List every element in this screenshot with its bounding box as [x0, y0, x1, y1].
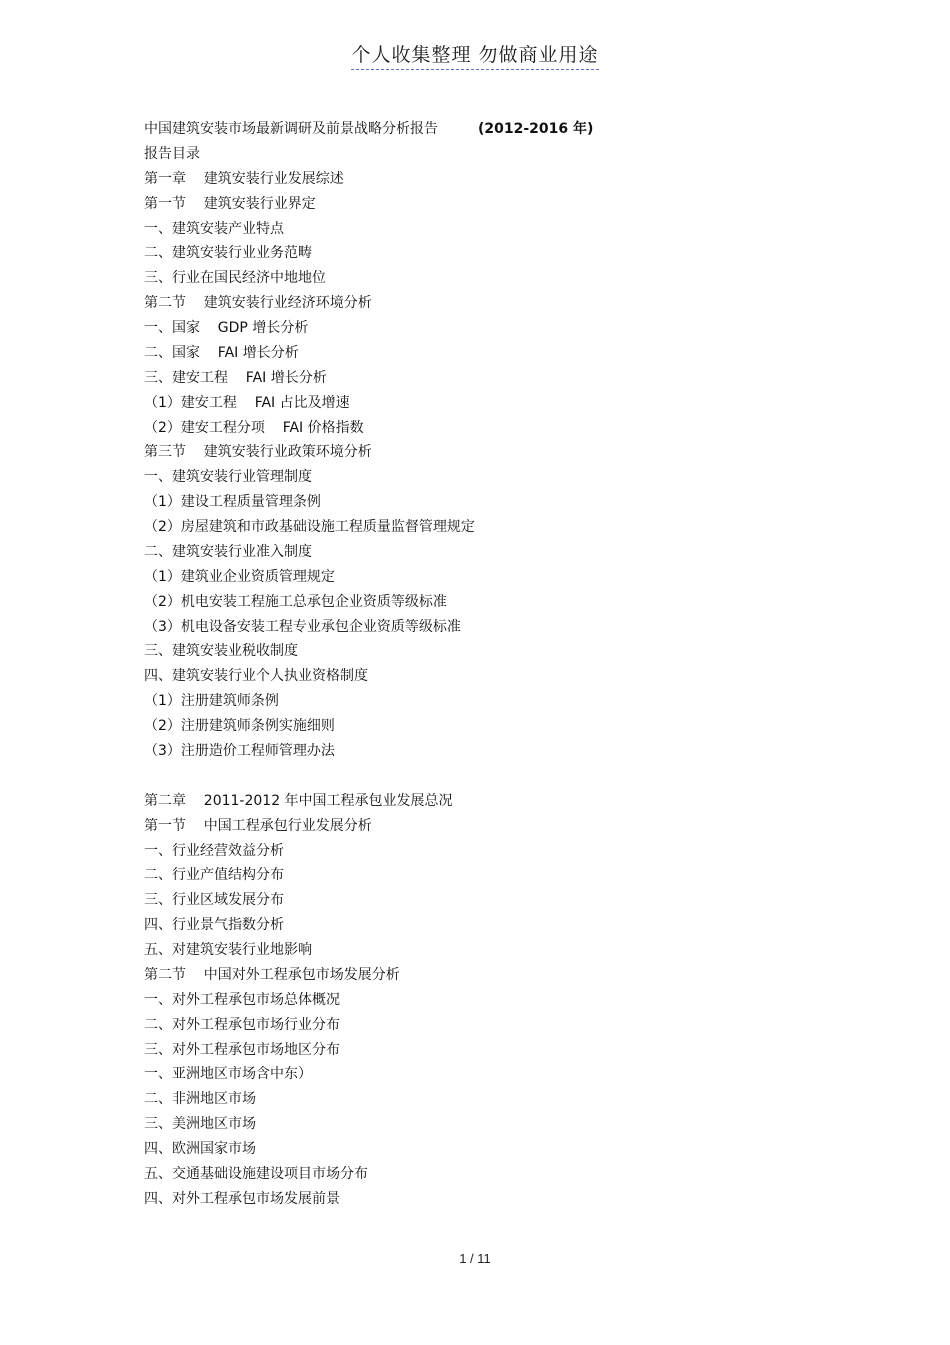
toc-line: 四、欧洲国家市场 — [144, 1141, 256, 1157]
report-title-text: 中国建筑安装市场最新调研及前景战略分析报告 — [144, 121, 438, 137]
toc-line: 二、行业产值结构分布 — [144, 867, 284, 884]
toc-line: 三、美洲地区市场 — [144, 1116, 256, 1133]
toc-line: 第二节 建筑安装行业经济环境分析 — [144, 295, 372, 312]
toc-chapter-2 — [144, 789, 844, 1212]
toc-line: 二、建筑安装行业业务范畴 — [144, 245, 312, 262]
toc-line: 二、建筑安装行业准入制度 — [144, 543, 312, 560]
toc-line: 二、非洲地区市场 — [144, 1091, 256, 1108]
toc-line: 一、对外工程承包市场总体概况 — [144, 991, 340, 1008]
chapter-gap — [144, 764, 844, 789]
watermark-text: 个人收集整理 勿做商业用途 — [351, 44, 598, 70]
page-number: 1 / 11 — [459, 1251, 491, 1266]
toc-line: 三、建筑安装业税收制度 — [144, 643, 298, 660]
toc-line: （2）建安工程分项 FAI 价格指数 — [144, 419, 364, 436]
toc-line: （2）注册建筑师条例实施细则 — [144, 718, 335, 734]
toc-line: （1）注册建筑师条例 — [144, 693, 279, 710]
toc-line: 报告目录 — [144, 145, 200, 162]
toc-line: 第二节 中国对外工程承包市场发展分析 — [144, 966, 400, 983]
toc-line: 三、建安工程 FAI 增长分析 — [144, 369, 327, 386]
toc-line: 五、交通基础设施建设项目市场分布 — [144, 1165, 368, 1182]
toc-line: 四、建筑安装行业个人执业资格制度 — [144, 668, 368, 685]
toc-line: （1）建设工程质量管理条例 — [144, 494, 321, 511]
toc-line: 一、建筑安装产业特点 — [144, 220, 284, 237]
toc-line: 一、行业经营效益分析 — [144, 842, 284, 859]
toc-line: 第二章 2011-2012 年中国工程承包业发展总况 — [144, 792, 453, 809]
toc-line: （1）建筑业企业资质管理规定 — [144, 568, 335, 585]
toc-line: 一、建筑安装行业管理制度 — [144, 469, 312, 486]
toc-line: 四、对外工程承包市场发展前景 — [144, 1190, 340, 1207]
toc-line: （1）建安工程 FAI 占比及增速 — [144, 394, 350, 411]
report-title-years: (2012-2016 年) — [478, 121, 594, 137]
watermark-header — [0, 40, 950, 67]
toc-line: （3）注册造价工程师管理办法 — [144, 742, 335, 759]
toc-line: 第一章 建筑安装行业发展综述 — [144, 170, 344, 187]
toc-line: 二、对外工程承包市场行业分布 — [144, 1016, 340, 1033]
toc-line: 五、对建筑安装行业地影响 — [144, 942, 312, 958]
toc-line: 三、行业在国民经济中地地位 — [144, 270, 326, 287]
toc-line: （2）机电安装工程施工总承包企业资质等级标准 — [144, 593, 447, 610]
toc-chapter-1 — [144, 142, 844, 764]
toc-line: 二、国家 FAI 增长分析 — [144, 344, 299, 361]
toc-line: 第三节 建筑安装行业政策环境分析 — [144, 444, 372, 461]
report-title — [144, 117, 844, 142]
toc-line: 三、对外工程承包市场地区分布 — [144, 1041, 340, 1058]
toc-line: 一、亚洲地区市场含中东） — [144, 1066, 312, 1083]
toc-line: （2）房屋建筑和市政基础设施工程质量监督管理规定 — [144, 519, 475, 535]
toc-line: 第一节 中国工程承包行业发展分析 — [144, 817, 372, 834]
toc-line: （3）机电设备安装工程专业承包企业资质等级标准 — [144, 618, 461, 635]
toc-line: 四、行业景气指数分析 — [144, 917, 284, 934]
toc-line: 第一节 建筑安装行业界定 — [144, 195, 316, 212]
toc-line: 一、国家 GDP 增长分析 — [144, 320, 309, 336]
report-body — [144, 117, 844, 1212]
toc-line: 三、行业区域发展分布 — [144, 892, 284, 909]
